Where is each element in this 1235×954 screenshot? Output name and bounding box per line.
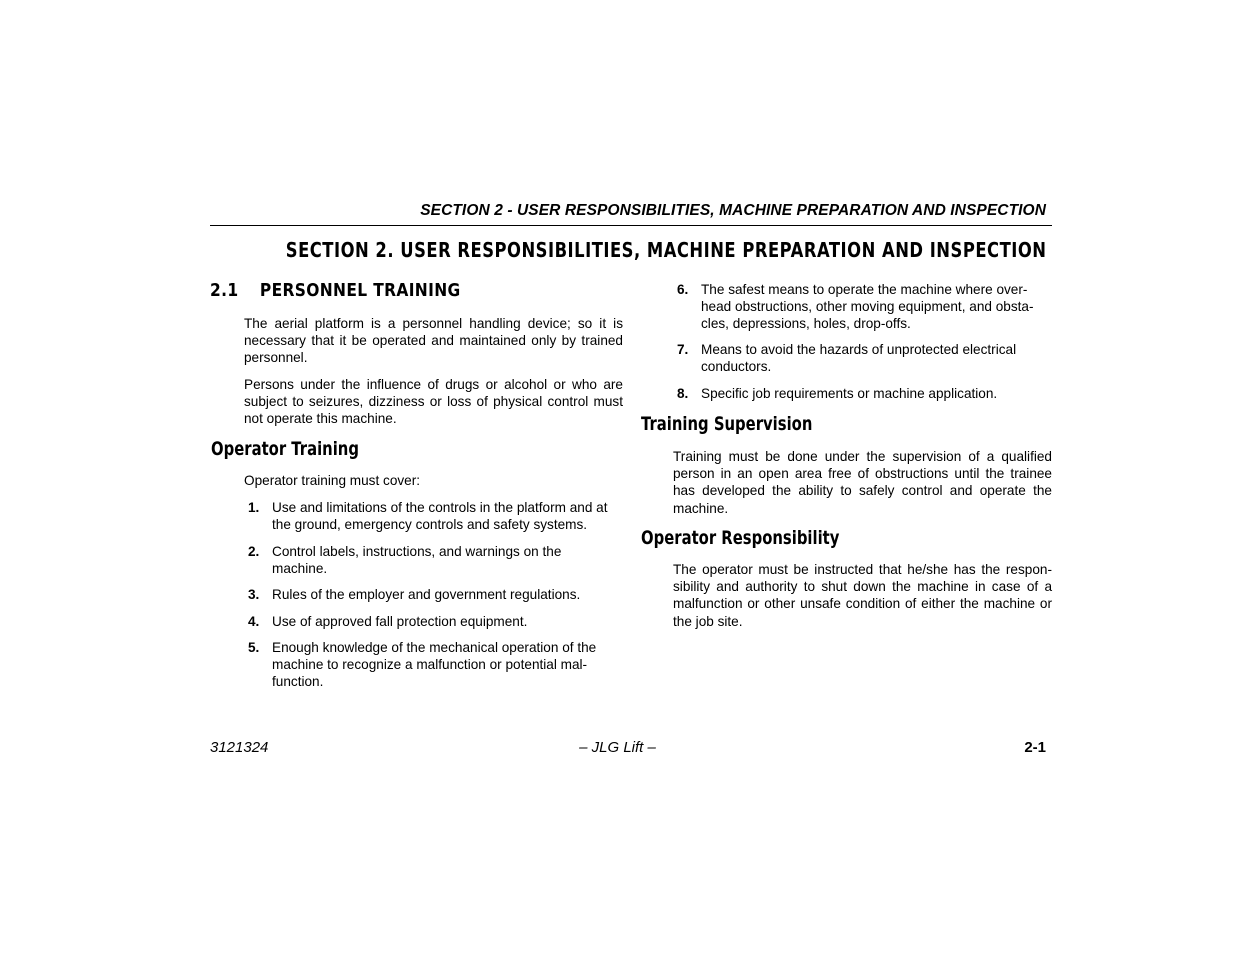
paragraph: The operator must be instructed that he/she has the respon-sibility and authority to shut down the machine in case of a malfunction or other unsafe condition of either the machine or the job site. bbox=[673, 562, 1052, 629]
list-item-number: 2. bbox=[248, 544, 260, 559]
paragraph: Training must be done under the supervision of a qualified person in an open area free of obstructions until the trainee has developed the ability to safely control and operate the machine. bbox=[673, 449, 1052, 516]
heading-number: 2.1 bbox=[210, 280, 239, 301]
list-item-text: Use and limitations of the controls in the platform and at the ground, emergency controls and safety systems. bbox=[272, 500, 608, 533]
operator-training-heading: Operator Training bbox=[211, 438, 359, 460]
list-item-text: The safest means to operate the machine where over-head obstructions, other moving equipment, and obsta-cles, depressions, holes, drop-offs. bbox=[701, 282, 1034, 332]
list-item bbox=[677, 341, 1052, 377]
operator-responsibility-heading: Operator Responsibility bbox=[641, 527, 840, 549]
training-supervision-heading: Training Supervision bbox=[641, 413, 813, 435]
section-title: SECTION 2. USER RESPONSIBILITIES, MACHINE PREPARATION AND INSPECTION bbox=[285, 238, 1047, 262]
list-item bbox=[677, 281, 1052, 335]
list-item-text: Rules of the employer and government regulations. bbox=[272, 587, 581, 602]
paragraph: Operator training must cover: bbox=[244, 473, 421, 488]
list-item bbox=[677, 385, 1052, 403]
list-item bbox=[248, 586, 623, 604]
footer-brand: – JLG Lift – bbox=[579, 739, 656, 756]
list-item-text: Control labels, instructions, and warnings on the machine. bbox=[272, 544, 562, 577]
list-item-number: 7. bbox=[677, 342, 689, 357]
list-item bbox=[248, 613, 623, 631]
list-item bbox=[248, 543, 623, 579]
list-item-number: 8. bbox=[677, 386, 689, 401]
list-item-number: 5. bbox=[248, 640, 260, 655]
list-item-number: 1. bbox=[248, 500, 260, 515]
personnel-training-heading bbox=[210, 280, 461, 301]
list-item-text: Specific job requirements or machine application. bbox=[701, 386, 998, 401]
list-item bbox=[248, 499, 623, 535]
list-item-text: Use of approved fall protection equipment. bbox=[272, 614, 528, 629]
heading-text: PERSONNEL TRAINING bbox=[259, 280, 461, 301]
list-item-number: 4. bbox=[248, 614, 260, 629]
list-item-text: Enough knowledge of the mechanical operation of the machine to recognize a malfunction or potential mal-function. bbox=[272, 640, 597, 690]
footer-page-number: 2-1 bbox=[1024, 739, 1046, 756]
footer-doc-number: 3121324 bbox=[210, 739, 269, 756]
paragraph: The aerial platform is a personnel handling device; so it is necessary that it be operated and maintained only by trained personnel. bbox=[244, 316, 623, 366]
header-rule bbox=[210, 225, 1052, 226]
list-item-text: Means to avoid the hazards of unprotected electrical conductors. bbox=[701, 342, 1017, 375]
list-item bbox=[248, 639, 623, 693]
list-item-number: 3. bbox=[248, 587, 260, 602]
running-header: SECTION 2 - USER RESPONSIBILITIES, MACHINE PREPARATION AND INSPECTION bbox=[420, 202, 1046, 219]
list-item-number: 6. bbox=[677, 282, 689, 297]
paragraph: Persons under the influence of drugs or alcohol or who are subject to seizures, dizziness or loss of physical control must not operate this machine. bbox=[244, 377, 623, 427]
